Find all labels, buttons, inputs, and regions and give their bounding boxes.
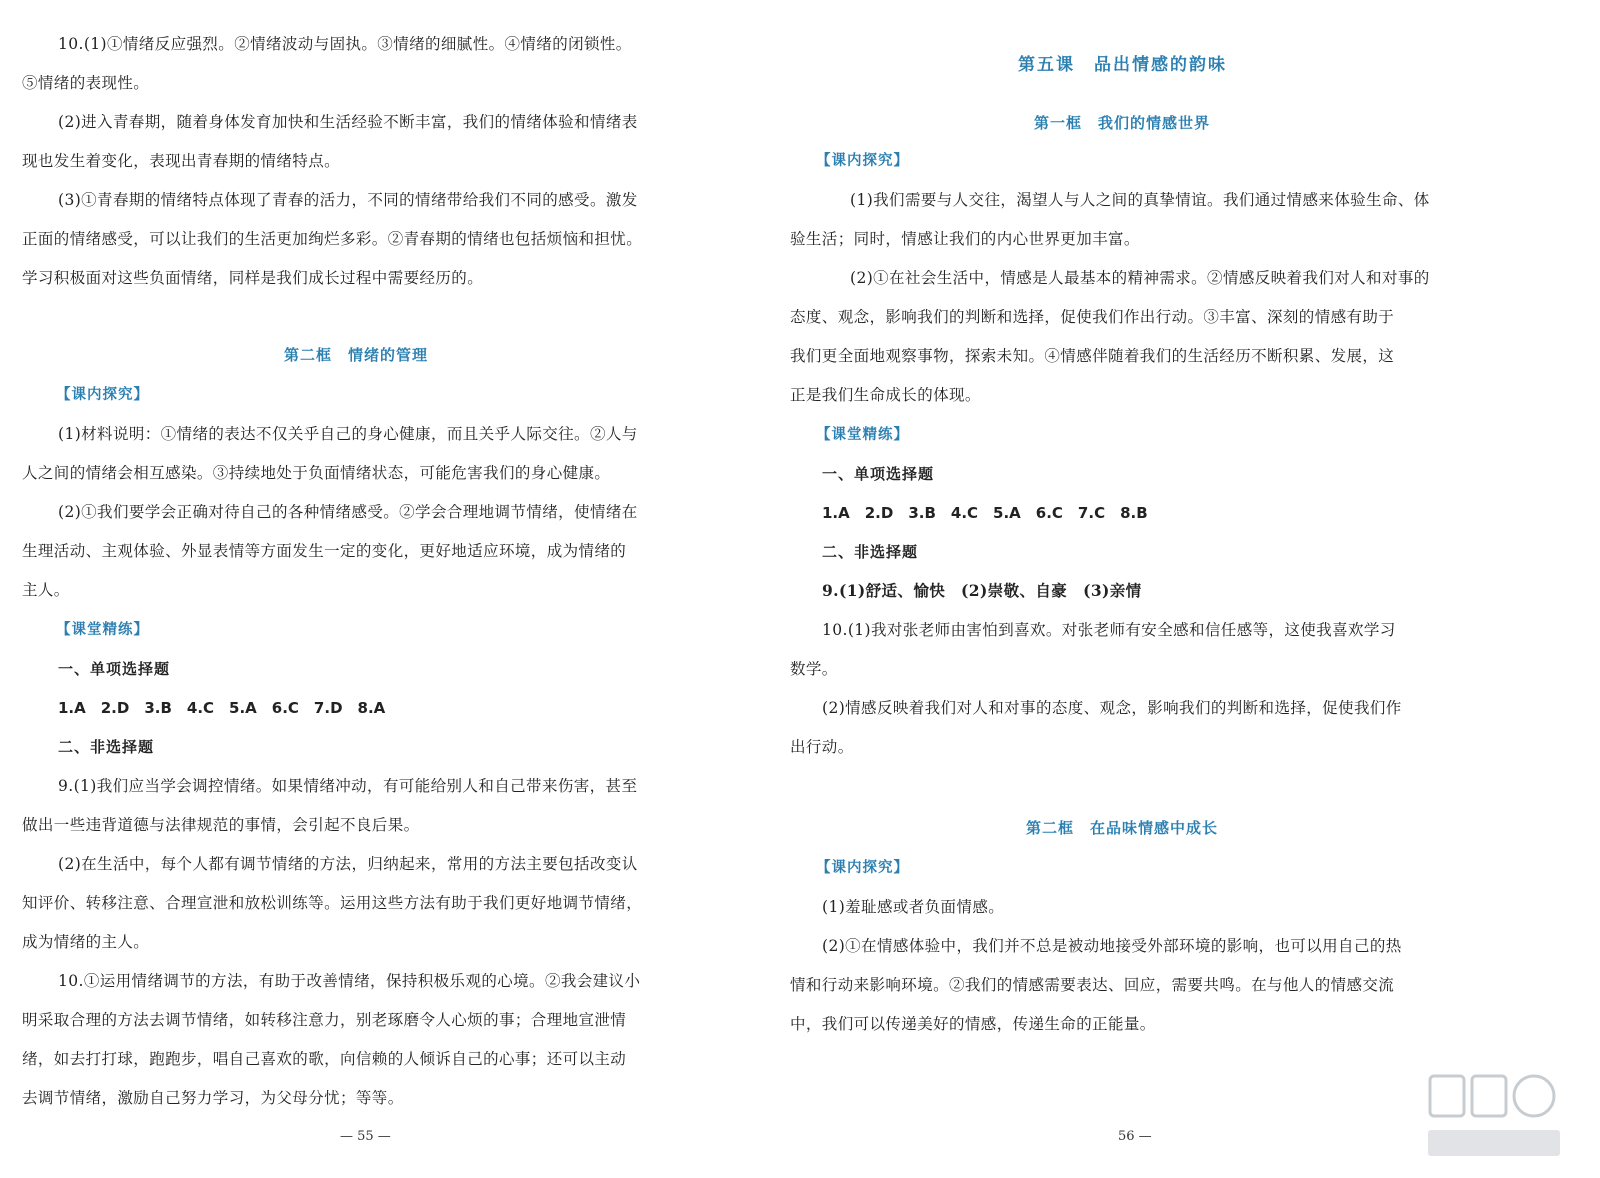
text-line: 成为情绪的主人。 bbox=[22, 933, 150, 951]
text-line: 去调节情绪，激励自己努力学习，为父母分忧；等等。 bbox=[22, 1089, 404, 1107]
text-line: (3)①青春期的情绪特点体现了青春的活力，不同的情绪带给我们不同的感受。激发 bbox=[58, 191, 638, 209]
text-line: 验生活；同时，情感让我们的内心世界更加丰富。 bbox=[790, 230, 1140, 248]
text-line: (1)羞耻感或者负面情感。 bbox=[822, 898, 1005, 916]
frame-title: 第二框 在品味情感中成长 bbox=[1026, 819, 1219, 837]
watermark-logo-icon bbox=[1424, 1068, 1564, 1168]
text-line: 做出一些违背道德与法律规范的事情，会引起不良后果。 bbox=[22, 816, 420, 834]
text-line: (2)①在情感体验中，我们并不总是被动地接受外部环境的影响，也可以用自己的热 bbox=[822, 937, 1402, 955]
text-line: 生理活动、主观体验、外显表情等方面发生一定的变化，更好地适应环境，成为情绪的 bbox=[22, 542, 627, 560]
text-line: ⑤情绪的表现性。 bbox=[22, 74, 150, 92]
text-line: 正是我们生命成长的体现。 bbox=[790, 386, 981, 404]
text-line: 主人。 bbox=[22, 581, 70, 599]
text-line: (2)在生活中，每个人都有调节情绪的方法，归纳起来，常用的方法主要包括改变认 bbox=[58, 855, 638, 873]
text-line: (1)材料说明：①情绪的表达不仅关乎自己的身心健康，而且关乎人际交往。②人与 bbox=[58, 425, 638, 443]
text-line: 学习积极面对这些负面情绪，同样是我们成长过程中需要经历的。 bbox=[22, 269, 484, 287]
text-line: 中，我们可以传递美好的情感，传递生命的正能量。 bbox=[790, 1015, 1156, 1033]
text-line: 态度、观念，影响我们的判断和选择，促使我们作出行动。③丰富、深刻的情感有助于 bbox=[790, 308, 1395, 326]
text-line: 正面的情绪感受，可以让我们的生活更加绚烂多彩。②青春期的情绪也包括烦恼和担忧。 bbox=[22, 230, 643, 248]
section-tag-explore: 【课内探究】 bbox=[56, 387, 149, 403]
page-number: 56 — bbox=[1118, 1129, 1152, 1144]
section-tag-explore: 【课内探究】 bbox=[816, 860, 909, 876]
single-choice-answers: 1.A 2.D 3.B 4.C 5.A 6.C 7.C 8.B bbox=[822, 504, 1148, 522]
text-line: 10.(1)①情绪反应强烈。②情绪波动与固执。③情绪的细腻性。④情绪的闭锁性。 bbox=[58, 35, 632, 53]
text-line: 人之间的情绪会相互感染。③持续地处于负面情绪状态，可能危害我们的身心健康。 bbox=[22, 464, 611, 482]
text-line: 9.(1)我们应当学会调控情绪。如果情绪冲动，有可能给别人和自己带来伤害，甚至 bbox=[58, 777, 638, 795]
lesson-title: 第五课 品出情感的韵味 bbox=[1018, 55, 1227, 75]
text-line: (2)①我们要学会正确对待自己的各种情绪感受。②学会合理地调节情绪，使情绪在 bbox=[58, 503, 638, 521]
text-line: 10.①运用情绪调节的方法，有助于改善情绪，保持积极乐观的心境。②我会建议小 bbox=[58, 972, 641, 990]
frame-title: 第二框 情绪的管理 bbox=[284, 346, 429, 364]
text-line: 明采取合理的方法去调节情绪，如转移注意力，别老琢磨令人心烦的事；合理地宣泄情 bbox=[22, 1011, 627, 1029]
non-choice-heading: 二、非选择题 bbox=[822, 543, 919, 561]
text-line: 数学。 bbox=[790, 660, 838, 678]
text-line: 知评价、转移注意、合理宣泄和放松训练等。运用这些方法有助于我们更好地调节情绪， bbox=[22, 894, 643, 912]
single-choice-heading: 一、单项选择题 bbox=[58, 660, 171, 678]
text-line: 10.(1)我对张老师由害怕到喜欢。对张老师有安全感和信任感等，这使我喜欢学习 bbox=[822, 621, 1396, 639]
text-line: (2)进入青春期，随着身体发育加快和生活经验不断丰富，我们的情绪体验和情绪表 bbox=[58, 113, 638, 131]
page-number: — 55 — bbox=[340, 1129, 391, 1144]
text-line: (2)情感反映着我们对人和对事的态度、观念，影响我们的判断和选择，促使我们作 bbox=[822, 699, 1402, 717]
text-line: 现也发生着变化，表现出青春期的情绪特点。 bbox=[22, 152, 341, 170]
text-line: (2)①在社会生活中，情感是人最基本的精神需求。②情感反映着我们对人和对事的 bbox=[850, 269, 1430, 287]
text-line: 绪，如去打打球，跑跑步，唱自己喜欢的歌，向信赖的人倾诉自己的心事；还可以主动 bbox=[22, 1050, 627, 1068]
text-line: 我们更全面地观察事物，探索未知。④情感伴随着我们的生活经历不断积累、发展，这 bbox=[790, 347, 1395, 365]
text-line: 情和行动来影响环境。②我们的情感需要表达、回应，需要共鸣。在与他人的情感交流 bbox=[790, 976, 1395, 994]
single-choice-heading: 一、单项选择题 bbox=[822, 465, 935, 483]
text-line: 9.(1)舒适、愉快 (2)崇敬、自豪 (3)亲情 bbox=[822, 581, 1142, 600]
section-tag-practice: 【课堂精练】 bbox=[56, 622, 149, 638]
non-choice-heading: 二、非选择题 bbox=[58, 738, 155, 756]
section-tag-explore: 【课内探究】 bbox=[816, 153, 909, 169]
single-choice-answers: 1.A 2.D 3.B 4.C 5.A 6.C 7.D 8.A bbox=[58, 699, 386, 717]
frame-title: 第一框 我们的情感世界 bbox=[1034, 114, 1211, 132]
section-tag-practice: 【课堂精练】 bbox=[816, 427, 909, 443]
text-line: (1)我们需要与人交往，渴望人与人之间的真挚情谊。我们通过情感来体验生命、体 bbox=[850, 191, 1430, 209]
text-line: 出行动。 bbox=[790, 738, 854, 756]
